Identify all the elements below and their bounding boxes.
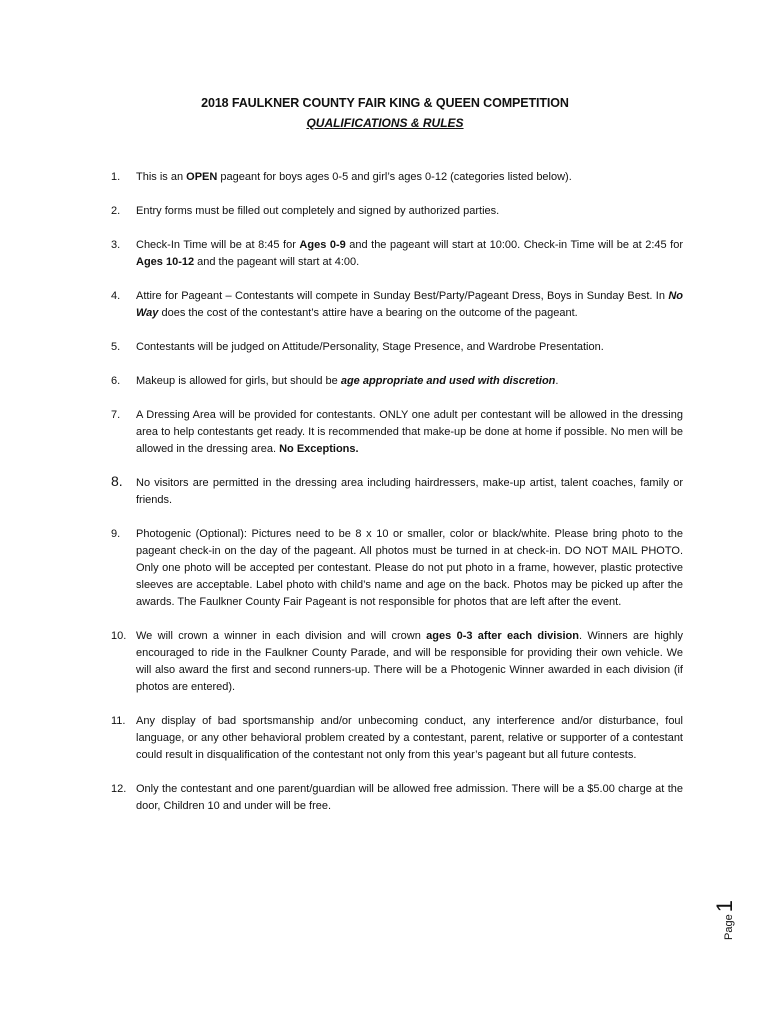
rule-item	[111, 169, 683, 186]
rule-text: and the pageant will start at 4:00.	[194, 256, 360, 268]
rule-number: 5.	[111, 341, 121, 353]
rule-text: Ages 0-9	[299, 239, 346, 251]
rule-number: 9.	[111, 528, 121, 540]
rule-item	[111, 628, 683, 696]
rule-text: OPEN	[186, 171, 218, 183]
rule-number: 3.	[111, 239, 121, 251]
rule-text: ages 0-3 after each division	[426, 630, 579, 642]
rule-item	[111, 713, 683, 764]
rule-item	[111, 407, 683, 458]
page-footer	[712, 884, 742, 940]
rule-text: . Winners are highly encouraged to ride in the Faulkner County Parade, and will be responsible for providing their own vehicle. We will also award the first and second runners-up. There will be a Photogenic Winner awarded in each division (if photos are entered).	[136, 630, 683, 693]
rule-text: Photogenic (Optional): Pictures need to be 8 x 10 or smaller, color or black/white. Please bring photo to the pageant check-in on the day of the pageant. All photos must be turned in at check-in. DO NOT MAIL PHOTO. Only one photo will be accepted per contestant. Please do not put photo in a frame, however, plastic protective sleeves are acceptable. Label photo with child’s name and age on the back. Photos may be picked up after the awards. The Faulkner County Fair Pageant is not responsible for photos that are left after the event.	[136, 528, 683, 608]
rule-item	[111, 373, 683, 390]
rule-text: Contestants will be judged on Attitude/Personality, Stage Presence, and Wardrobe Presentation.	[136, 341, 604, 353]
rule-text: Check-In Time will be at 8:45 for	[136, 239, 300, 251]
rule-number: 10.	[111, 630, 127, 642]
rule-text: age appropriate and used with discretion	[340, 375, 556, 387]
rule-item	[111, 203, 683, 220]
page-number: 1	[712, 900, 737, 913]
rule-number: 8.	[111, 473, 123, 489]
rule-text: does the cost of the contestant’s attire have a bearing on the outcome of the pageant.	[158, 307, 578, 319]
rule-text: No Exceptions.	[279, 443, 359, 455]
rule-item	[111, 526, 683, 611]
rule-text: Makeup is allowed for girls, but should be	[136, 375, 341, 387]
rule-item	[111, 781, 683, 815]
document-title: 2018 FAULKNER COUNTY FAIR KING & QUEEN COMPETITION	[201, 96, 569, 110]
rule-text: We will crown a winner in each division and will crown	[136, 630, 427, 642]
rule-item	[111, 475, 683, 509]
rule-number: 2.	[111, 205, 121, 217]
rule-text: Entry forms must be filled out completely and signed by authorized parties.	[136, 205, 500, 217]
rule-text: A Dressing Area will be provided for contestants. ONLY one adult per contestant will be allowed in the dressing area to help contestants get ready. It is recommended that make-up be done at home if possible. No men will be allowed in the dressing area.	[136, 409, 683, 455]
rule-text: Attire for Pageant – Contestants will compete in Sunday Best/Party/Pageant Dress, Boys in Sunday Best. In	[136, 290, 669, 302]
rule-text: Any display of bad sportsmanship and/or unbecoming conduct, any interference and/or disturbance, foul language, or any other behavioral problem created by a contestant, parent, relative or supporter of a contestant could result in disqualification of the contestant not only from this year’s pageant but all future contests.	[136, 715, 683, 761]
rules-list	[111, 169, 683, 815]
rule-item	[111, 288, 683, 322]
rule-number: 7.	[111, 409, 121, 421]
rule-item	[111, 339, 683, 356]
rule-number: 11.	[111, 715, 126, 727]
page-indicator	[712, 900, 738, 940]
rule-number: 1.	[111, 171, 121, 183]
rule-item	[111, 237, 683, 271]
rule-number: 12.	[111, 783, 127, 795]
rule-text: .	[555, 375, 559, 387]
rule-text: pageant for boys ages 0-5 and girl’s ages 0-12 (categories listed below).	[217, 171, 572, 183]
rule-text: No Way	[136, 290, 683, 319]
document-subtitle: QUALIFICATIONS & RULES	[306, 116, 464, 130]
rule-text: Only the contestant and one parent/guardian will be allowed free admission. There will be a $5.00 charge at the door, Children 10 and under will be free.	[136, 783, 683, 812]
rule-number: 6.	[111, 375, 121, 387]
rule-text: No visitors are permitted in the dressing area including hairdressers, make-up artist, talent coaches, family or friends.	[136, 477, 683, 506]
rule-text: and the pageant will start at 10:00. Check-in Time will be at 2:45 for	[345, 239, 684, 251]
rule-text: Ages 10-12	[136, 256, 195, 268]
rule-text: This is an	[136, 171, 187, 183]
rule-number: 4.	[111, 290, 121, 302]
page-label: Page	[723, 914, 735, 940]
